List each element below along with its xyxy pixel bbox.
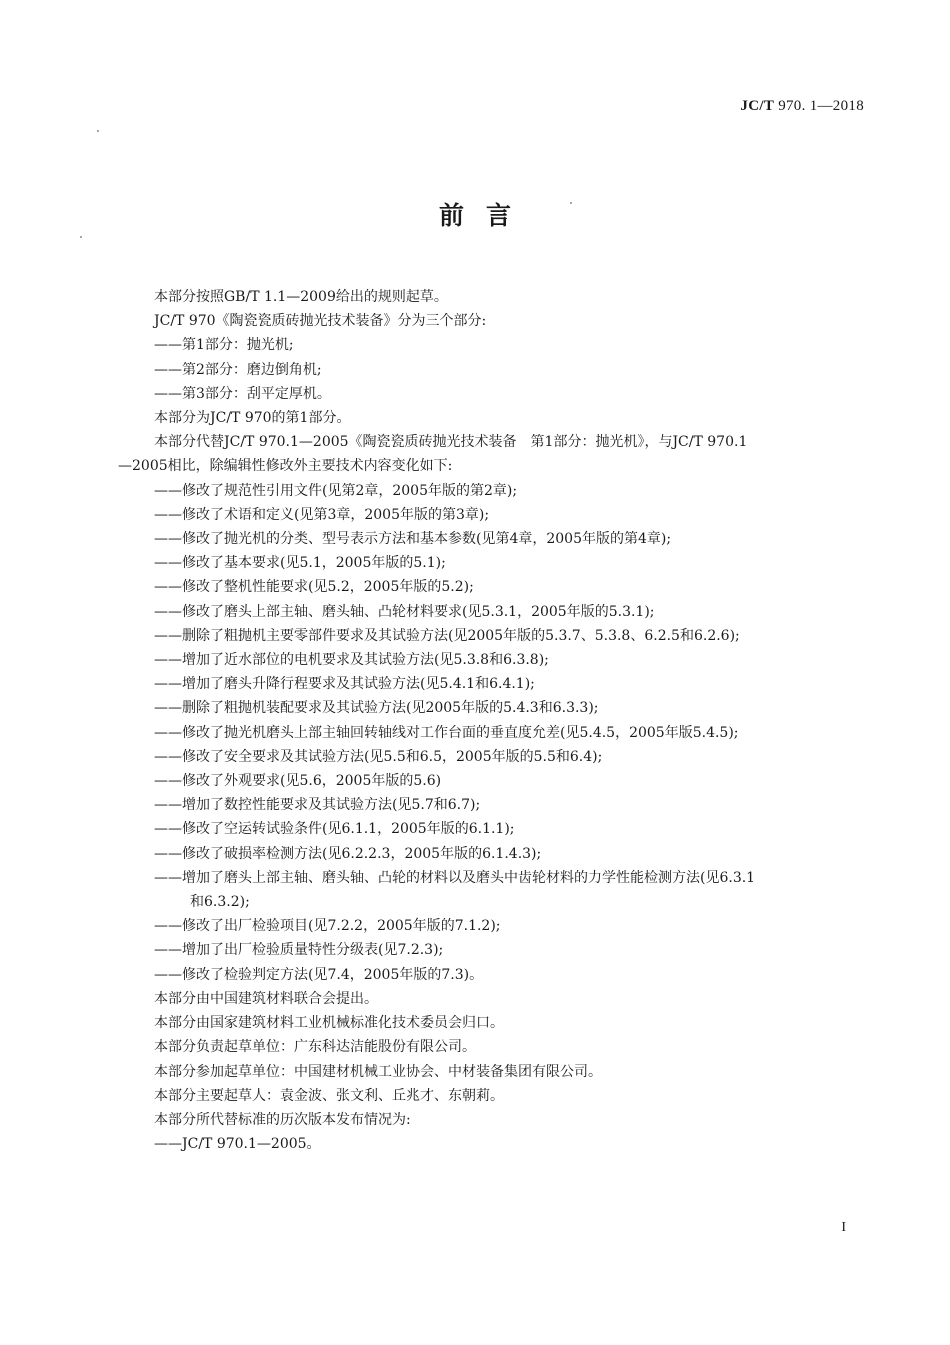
list-item: ——修改了基本要求(见5.1，2005年版的5.1); xyxy=(154,555,446,572)
list-item: ——第2部分：磨边倒角机; xyxy=(154,361,322,378)
paragraph-line: 本部分负责起草单位：广东科达洁能股份有限公司。 xyxy=(154,1039,476,1056)
list-item: ——增加了磨头上部主轴、磨头轴、凸轮的材料以及磨头中齿轮材料的力学性能检测方法(见6.3.1 xyxy=(154,869,756,886)
list-item: ——增加了出厂检验质量特性分级表(见7.2.3); xyxy=(154,942,444,959)
paragraph-line: 本部分由国家建筑材料工业机械标准化技术委员会归口。 xyxy=(154,1015,504,1032)
list-item: ——增加了近水部位的电机要求及其试验方法(见5.3.8和6.3.8); xyxy=(154,652,549,669)
list-item: ——修改了破损率检测方法(见6.2.2.3，2005年版的6.1.4.3); xyxy=(154,845,542,862)
paragraph-line: 本部分代替JC/T 970.1—2005《陶瓷瓷质砖抛光技术装备 第1部分：抛光机》，与JC/T 970.1 xyxy=(154,434,748,451)
list-item: ——JC/T 970.1—2005。 xyxy=(154,1136,321,1153)
list-item: ——第1部分：抛光机; xyxy=(154,337,294,354)
page-number: I xyxy=(841,1220,846,1235)
paragraph-line: 本部分主要起草人：袁金波、张文利、丘兆才、东朝莉。 xyxy=(154,1087,504,1104)
list-item: ——删除了粗抛机装配要求及其试验方法(见2005年版的5.4.3和6.3.3); xyxy=(154,700,599,717)
list-item: ——修改了出厂检验项目(见7.2.2，2005年版的7.1.2); xyxy=(154,918,501,935)
paragraph-line: 本部分为JC/T 970的第1部分。 xyxy=(154,410,351,427)
list-item: ——修改了抛光机磨头上部主轴回转轴线对工作台面的垂直度允差(见5.4.5，2005年版5.4.5); xyxy=(154,724,739,741)
list-item: ——增加了磨头升降行程要求及其试验方法(见5.4.1和6.4.1); xyxy=(154,676,535,693)
paragraph-line: JC/T 970《陶瓷瓷质砖抛光技术装备》分为三个部分: xyxy=(154,313,487,330)
list-item: ——删除了粗抛机主要零部件要求及其试验方法(见2005年版的5.3.7、5.3.8、6.2.5和6.2.6); xyxy=(154,627,740,644)
scan-speck xyxy=(80,236,82,238)
paragraph-continuation: —2005相比，除编辑性修改外主要技术内容变化如下: xyxy=(118,458,453,475)
paragraph-line: 本部分参加起草单位：中国建材机械工业协会、中材装备集团有限公司。 xyxy=(154,1063,602,1080)
paragraph-line: 本部分所代替标准的历次版本发布情况为: xyxy=(154,1111,411,1128)
page-title: 前言 xyxy=(438,201,533,230)
list-item: ——修改了检验判定方法(见7.4，2005年版的7.3)。 xyxy=(154,966,484,983)
list-item: ——修改了术语和定义(见第3章，2005年版的第3章); xyxy=(154,506,490,523)
list-item: ——修改了整机性能要求(见5.2，2005年版的5.2); xyxy=(154,579,474,596)
list-item: ——修改了安全要求及其试验方法(见5.5和6.5，2005年版的5.5和6.4); xyxy=(154,748,603,765)
list-item: ——修改了磨头上部主轴、磨头轴、凸轮材料要求(见5.3.1，2005年版的5.3.1); xyxy=(154,603,655,620)
list-item: ——修改了规范性引用文件(见第2章，2005年版的第2章); xyxy=(154,482,518,499)
standard-code xyxy=(740,98,864,115)
standard-code-number: 970. 1—2018 xyxy=(774,98,864,114)
standard-code-prefix: JC/T xyxy=(740,98,775,114)
list-item: ——增加了数控性能要求及其试验方法(见5.7和6.7); xyxy=(154,797,481,814)
list-item: ——修改了空运转试验条件(见6.1.1，2005年版的6.1.1); xyxy=(154,821,515,838)
list-item-continuation: 和6.3.2); xyxy=(190,894,250,911)
list-item: ——修改了外观要求(见5.6，2005年版的5.6) xyxy=(154,773,442,790)
list-item: ——第3部分：刮平定厚机。 xyxy=(154,385,331,402)
paragraph-line: 本部分由中国建筑材料联合会提出。 xyxy=(154,990,378,1007)
paragraph-line: 本部分按照GB/T 1.1—2009给出的规则起草。 xyxy=(154,289,448,305)
foreword-body xyxy=(118,285,866,1156)
list-item: ——修改了抛光机的分类、型号表示方法和基本参数(见第4章，2005年版的第4章); xyxy=(154,531,672,548)
scan-speck xyxy=(97,130,99,132)
